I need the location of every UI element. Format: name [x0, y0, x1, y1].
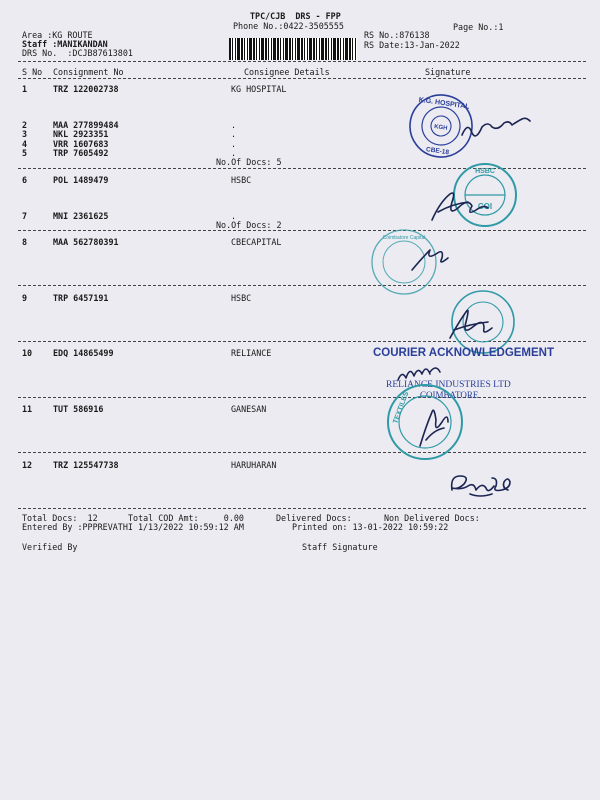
- row-consignee: CBECAPITAL: [231, 237, 282, 247]
- row-consignment: POL 1489479: [53, 175, 109, 185]
- stamp-text: HSBC: [475, 168, 495, 175]
- row-sno: 7: [22, 211, 28, 221]
- row-consignment: TRP 7605492: [53, 148, 109, 158]
- ack-stamp-company: RELIANCE INDUSTRIES LTD: [386, 380, 511, 390]
- row-consignee: .: [231, 129, 237, 139]
- row-sno: 1: [22, 84, 28, 94]
- row-consignment: MAA 277899484: [53, 120, 119, 130]
- row-consignee: GANESAN: [231, 404, 267, 414]
- row-sno: 6: [22, 175, 28, 185]
- row-consignee: .: [231, 148, 237, 158]
- row-sno: 2: [22, 120, 28, 130]
- row-consignee: RELIANCE: [231, 348, 272, 358]
- row-consignee: .: [231, 120, 237, 130]
- stamp-text: Coimbatore Capital: [382, 235, 426, 241]
- row-consignment: NKL 2923351: [53, 129, 109, 139]
- hsbc-stamp: [454, 164, 516, 226]
- rs-number: RS No.:876138: [364, 30, 430, 40]
- row-consignment: TUT 586916: [53, 404, 104, 414]
- stamp-text: KGH: [433, 124, 448, 132]
- col-signature: Signature: [425, 67, 471, 77]
- row-sno: 5: [22, 148, 28, 158]
- stamp-text: TEXTILES: [392, 390, 411, 425]
- total-cod: Total COD Amt: 0.00: [128, 513, 244, 523]
- rs-date: RS Date:13-Jan-2022: [364, 40, 460, 50]
- row-consignee: .: [231, 211, 237, 221]
- row-consignment: EDQ 14865499: [53, 348, 114, 358]
- verified-by: Verified By: [22, 542, 78, 552]
- stamp-text: COI: [477, 202, 493, 211]
- drs-number: DRS No. :DCJB87613801: [22, 48, 133, 58]
- col-consignee: Consignee Details: [244, 67, 330, 77]
- stamp-text: CBE-18: [425, 146, 450, 157]
- col-sno: S No: [22, 67, 43, 77]
- row-consignment: MNI 2361625: [53, 211, 109, 221]
- page-number: Page No.:1: [453, 22, 504, 32]
- row-consignment: TRZ 125547738: [53, 460, 119, 470]
- row-consignment: TRZ 122002738: [53, 84, 119, 94]
- delivered-docs: Delivered Docs:: [276, 513, 352, 523]
- row-sno: 10: [22, 348, 33, 358]
- signature-ink: [412, 250, 448, 270]
- row-consignee: HSBC: [231, 175, 252, 185]
- row-sno: 3: [22, 129, 28, 139]
- signature-ink: [452, 476, 510, 496]
- phone-number: Phone No.:0422-3505555: [233, 21, 344, 31]
- document-title: TPC/CJB DRS - FPP: [250, 11, 341, 21]
- signature-ink: [450, 310, 492, 338]
- entered-by: Entered By :PPPREVATHI 1/13/2022 10:59:12 AM: [22, 522, 244, 532]
- row-sno: 11: [22, 404, 33, 414]
- stamp-text: K.G. HOSPITAL: [418, 96, 470, 111]
- textiles-stamp: [388, 385, 462, 459]
- row-consignment: MAA 562780391: [53, 237, 119, 247]
- row-consignee: HSBC: [231, 293, 252, 303]
- printed-on: Printed on: 13-01-2022 10:59:22: [292, 522, 449, 532]
- row-consignee: KG HOSPITAL: [231, 84, 287, 94]
- row-sno: 4: [22, 139, 28, 149]
- ack-stamp-city: COIMBATORE: [420, 390, 479, 400]
- area-label: Area :KG ROUTE: [22, 30, 93, 40]
- row-sno: 8: [22, 237, 28, 247]
- row-sno: 9: [22, 293, 28, 303]
- docs-count: No.Of Docs: 5: [216, 157, 282, 167]
- docs-count: No.Of Docs: 2: [216, 220, 282, 230]
- row-consignee: HARUHARAN: [231, 460, 277, 470]
- staff-label: Staff :MANIKANDAN: [22, 39, 108, 49]
- total-docs: Total Docs: 12: [22, 513, 98, 523]
- row-sno: 12: [22, 460, 33, 470]
- non-delivered-docs: Non Delivered Docs:: [384, 513, 480, 523]
- staff-signature: Staff Signature: [302, 542, 378, 552]
- row-consignment: TRP 6457191: [53, 293, 109, 303]
- ack-stamp-title: COURIER ACKNOWLEDGEMENT: [373, 347, 555, 359]
- col-consignment: Consignment No: [53, 67, 124, 77]
- cbecapital-stamp: [372, 230, 436, 294]
- row-consignee: .: [231, 139, 237, 149]
- signature-ink: [398, 368, 440, 380]
- kg-hospital-stamp: [406, 91, 476, 161]
- row-consignment: VRR 1607683: [53, 139, 109, 149]
